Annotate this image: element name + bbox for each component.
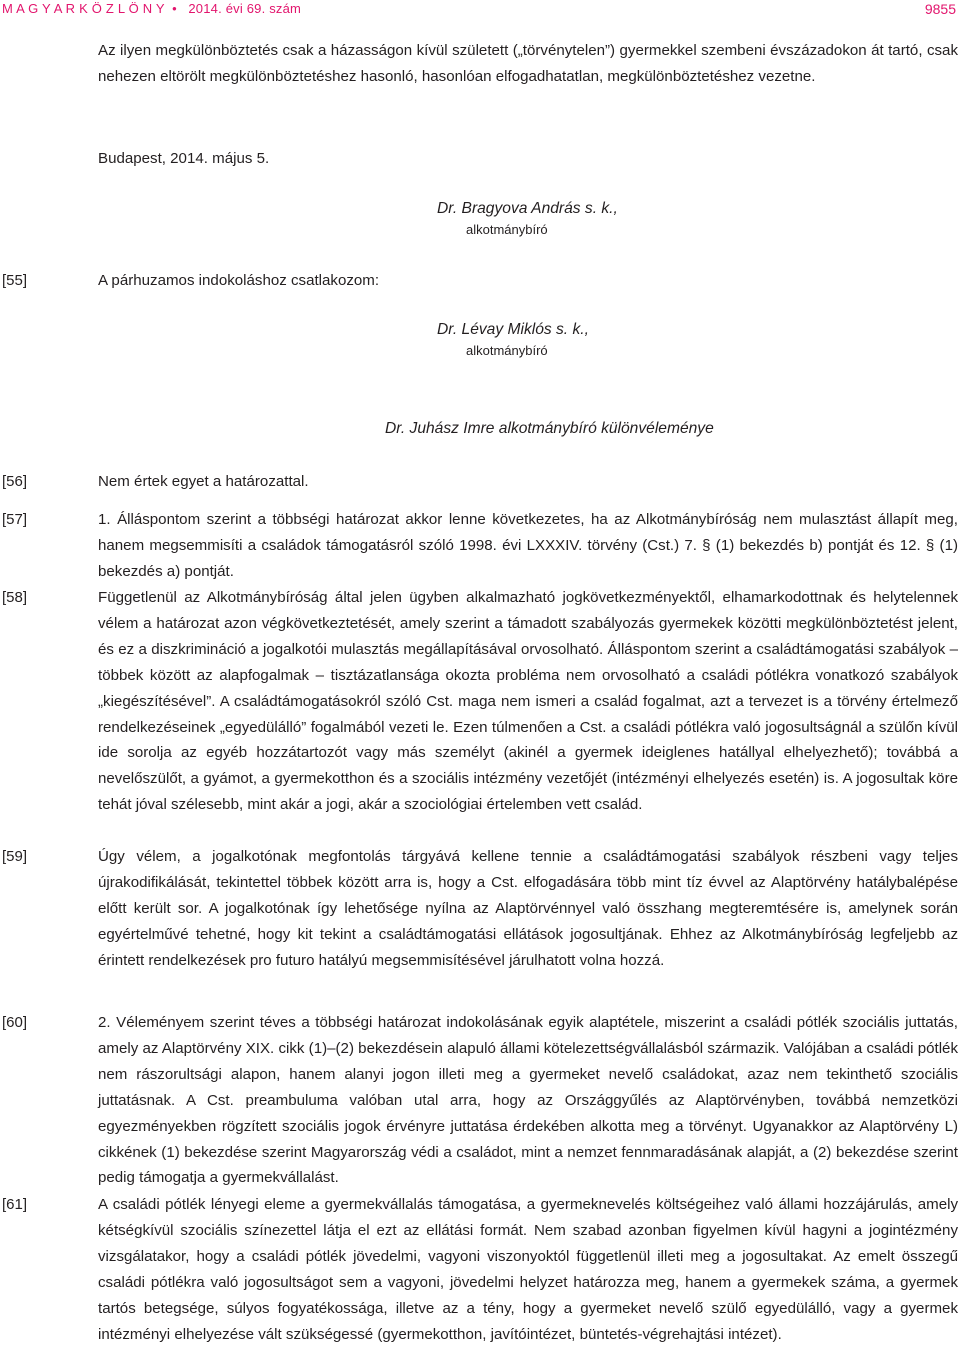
paragraph-58-text: Függetlenül az Alkotmánybíróság által jelen ügyben alkalmazható jogkövetkezményektől, elhamarkodottnak és helytelennek vélem a határozat azon végkövetkeztetését, amely szerint a támadott szabályozás gyermekek közötti megkülönböztetést jelent, és ez a diszkrimináció a jogalkotói mulasztás megállapításával orvosolható. Álláspontom szerint a családtámogatási szabályok – többek között az alapfogalmak – tisztázatlansága okozta probléma nem orvosolható a családi pótlékra vonatkozó szabályok „kiegészítésével”. A családtámogatásokról szóló Cst. maga nem ismeri a család fogalmat, azt a tervezet is a törvény értelmező rendelkezéseinek „egyedülálló” fogalmából vezeti le. Ezen túlmenően a Cst. a családi pótlékra való jogosultságnál a szülőn kívül ide sorolja az egyéb hozzátartozót vagy más személyt (akinél a gyermek ideiglenes hatállyal elhelyezhető); továbbá a nevelőszülőt, a gyámot, a gyermekotthon és a szociális intézmény vezetőjét (intézményi elhelyezés esetén) is. A jogosultak köre tehát jóval szélesebb, mint akár a jogi, akár a szociológiai értelemben vett család. xyxy=(98,589,958,814)
paragraph-number-55: [55] xyxy=(2,272,28,289)
paragraph-57-text: 1. Álláspontom szerint a többségi határozat akkor lenne következetes, ha az Alkotmánybíróság nem mulasztást állapít meg, hanem megsemmisíti a családok támogatásról szóló 1998. évi LXXXIV. törvény (Cst.) 7. § (1) bekezdés b) pontját és 12. § (1) bekezdés a) pontját. xyxy=(98,511,958,580)
date-line: Budapest, 2014. május 5. xyxy=(98,150,270,167)
paragraph-number-56: [56] xyxy=(2,473,28,490)
intro-paragraph: Az ilyen megkülönböztetés csak a házasságon kívül született („törvénytelen”) gyermekkel szembeni évszázadokon át tartó, csak nehezen eltörölt megkülönböztetéshez hasonló, hasonlóan elfogadhatatlan, megkülönböztetéshez vezetne. xyxy=(98,42,958,85)
signature-role-bragyova: alkotmánybíró xyxy=(466,222,548,237)
issue-label: 2014. évi 69. szám xyxy=(188,1,302,16)
paragraph-59-text: Úgy vélem, a jogalkotónak megfontolás tárgyává kellene tennie a családtámogatási szabályok részbeni vagy teljes újrakodifikálását, tekintettel többek között arra is, hogy a Cst. elfogadására több mint tíz évvel az Alaptörvény hatálybalépése előtt került sor. A jogalkotónak így lehetősége nyílna az Alaptörvénnyel való összhang megteremtésére is, amelynek során egyértelművé tehetné, hogy kit tekint a családtámogatási ellátások jogosultjának. Ehhez az Alkotmánybíróság legfeljebb az érintett rendelkezések pro futuro hatályú megsemmisítésével járulhatott volna hozzá. xyxy=(98,848,958,969)
dissent-title: Dr. Juhász Imre alkotmánybíró különvéleménye xyxy=(385,420,714,437)
header-bullet: • xyxy=(172,1,177,16)
paragraph-number-58: [58] xyxy=(2,589,28,606)
signature-name-bragyova: Dr. Bragyova András s. k., xyxy=(437,200,618,217)
paragraph-number-57: [57] xyxy=(2,511,28,528)
signature-name-levay: Dr. Lévay Miklós s. k., xyxy=(437,321,589,338)
paragraph-number-60: [60] xyxy=(2,1014,28,1031)
paragraph-56-text: Nem értek egyet a határozattal. xyxy=(98,473,309,490)
paragraph-61-text: A családi pótlék lényegi eleme a gyermekvállalás támogatása, a gyermeknevelés költségeihez való állami hozzájárulás, amely kétségkívül szociális színezettel látja el ezt az ellátási formát. Nem szabad azonban figyelmen kívül hagyni a jogintézmény vizsgálatakor, hogy a családi pótlék jövedelmi, vagyoni viszonyoktól függetlenül illeti meg a jogosultakat. Az emelt összegű családi pótlékra való jogosultságot sem a vagyoni, jövedelmi helyzet határozza meg, hanem a gyermekek száma, a gyermek tartós betegsége, súlyos fogyatékossága, illetve az a tény, hogy a gyermeket nevelő szülő egyedülálló, vagy a gyermek intézményi elhelyezése vált szükségessé (gyermekotthon, javítóintézet, büntetés-végrehajtási intézet). xyxy=(98,1196,958,1343)
paragraph-number-59: [59] xyxy=(2,848,28,865)
page-number: 9855 xyxy=(924,1,956,17)
paragraph-number-61: [61] xyxy=(2,1196,28,1213)
signature-role-levay: alkotmánybíró xyxy=(466,343,548,358)
journal-title: M A G Y A R K Ö Z L Ö N Y xyxy=(2,1,165,16)
paragraph-60-text: 2. Véleményem szerint téves a többségi határozat indokolásának egyik alaptétele, miszerint a családi pótlék szociális juttatás, amely az Alaptörvény XIX. cikk (1)–(2) bekezdésein alapuló állami kötelezettségvállalásból származik. Valójában a családi pótlék nem rászorultsági alapon, hanem alanyi jogon illeti meg a gyermeket nevelő családokat, azaz nem tekinthető szociális juttatásnak. A Cst. preambuluma valóban utal arra, hogy az Országgyűlés az Alaptörvényben, továbbá nemzetközi egyezményekben rögzített szociális jogok érvényre juttatása érdekében alkotta meg a törvényt. Ugyanakkor az Alaptörvény L) cikkének (1) bekezdése szerint Magyarország védi a családot, mint a nemzet fennmaradásának alapját, a (2) bekezdése szerint pedig támogatja a gyermekvállalást. xyxy=(98,1014,958,1187)
paragraph-55-text: A párhuzamos indokoláshoz csatlakozom: xyxy=(98,272,380,289)
journal-issue xyxy=(2,1,301,16)
running-header xyxy=(0,0,960,22)
